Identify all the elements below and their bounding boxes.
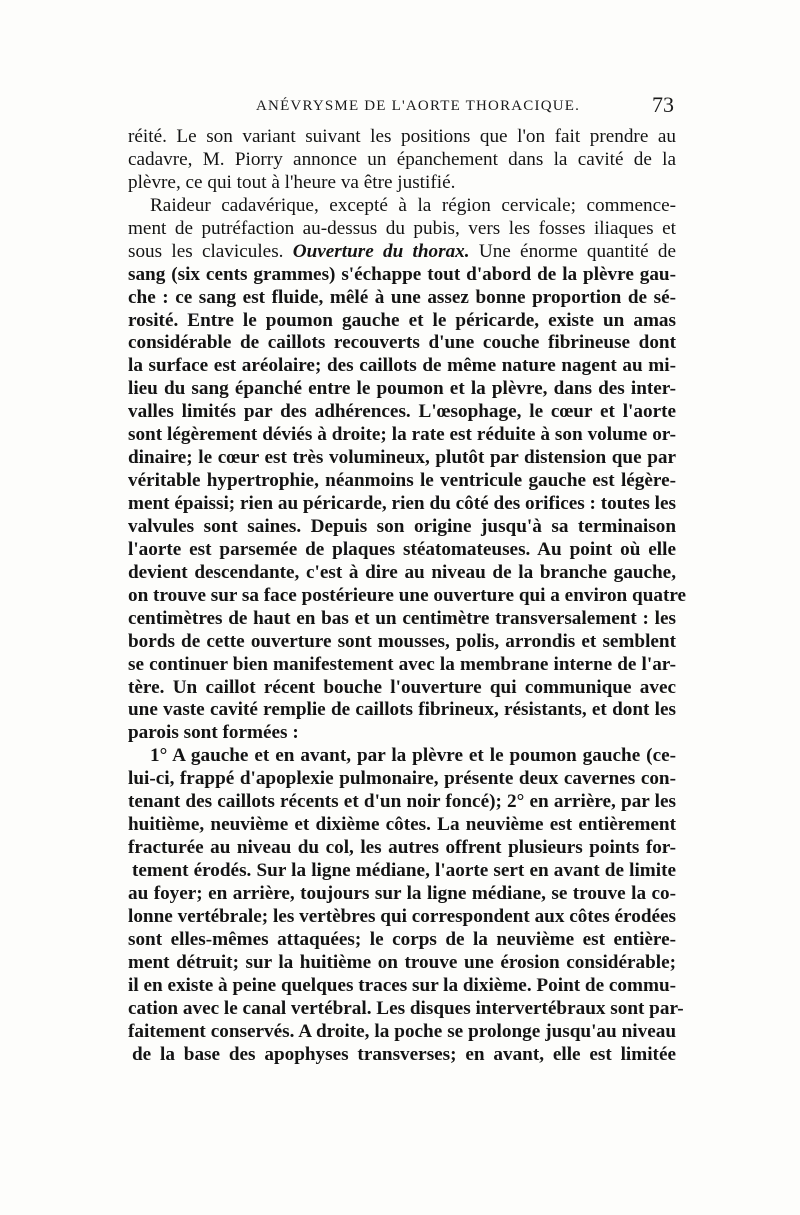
- text-line: fracturée au niveau du col, les autres offrent plusieurs points for-: [128, 837, 676, 859]
- text-line: réité. Le son variant suivant les positions que l'on fait prendre au: [128, 126, 676, 147]
- text-line: au foyer; en arrière, toujours sur la ligne médiane, se trouve la co-: [128, 882, 676, 904]
- text-line: considérable de caillots recouverts d'une couche fibrineuse dont: [128, 332, 676, 354]
- page-number: 73: [652, 92, 674, 117]
- text-fragment: sous les clavicules.: [128, 240, 284, 262]
- text-line: sont elles-mêmes attaquées; le corps de la neuvième est entière-: [128, 928, 676, 950]
- text-line: bords de cette ouverture sont mousses, polis, arrondis et semblent: [128, 630, 676, 652]
- text-line: cadavre, M. Piorry annonce un épanchement dans la cavité de la: [128, 148, 676, 170]
- text-line: une vaste cavité remplie de caillots fibrineux, résistants, et dont les: [128, 699, 676, 721]
- text-line: véritable hypertrophie, néanmoins le ventricule gauche est légère-: [128, 470, 676, 492]
- text-line: la surface est aréolaire; des caillots de même nature nagent au mi-: [128, 355, 676, 377]
- text-line: faitement conservés. A droite, la poche se prolonge jusqu'au niveau: [128, 1020, 676, 1042]
- text-line: huitième, neuvième et dixième côtes. La neuvième est entièrement: [128, 814, 676, 836]
- text-line: Raideur cadavérique, excepté à la région cervicale; commence-: [150, 194, 676, 216]
- text-line: tement érodés. Sur la ligne médiane, l'aorte sert en avant de limite: [132, 860, 676, 881]
- text-line: ment épaissi; rien au péricarde, rien du côté des orifices : toutes les: [128, 493, 676, 514]
- running-title: ANÉVRYSME DE L'AORTE THORACIQUE.: [256, 98, 581, 114]
- text-line: lonne vertébrale; les vertèbres qui correspondent aux côtes érodées: [128, 905, 676, 927]
- text-line: parois sont formées :: [128, 722, 299, 744]
- text-line: se continuer bien manifestement avec la membrane interne de l'ar-: [128, 653, 676, 675]
- text-fragment: Une énorme quantité de: [469, 240, 677, 262]
- text-line: de la base des apophyses transverses; en avant, elle est limitée: [132, 1043, 676, 1065]
- italic-heading: Ouverture du thorax.: [292, 240, 470, 262]
- text-line: sont légèrement déviés à droite; la rate est réduite à son volume or-: [128, 424, 676, 446]
- text-line: valvules sont saines. Depuis son origine jusqu'à sa terminaison: [128, 515, 676, 537]
- text-line: on trouve sur sa face postérieure une ouverture qui a environ quatre: [128, 584, 687, 606]
- text-line: il en existe à peine quelques traces sur la dixième. Point de commu-: [128, 974, 677, 996]
- text-line: lieu du sang épanché entre le poumon et la plèvre, dans des inter-: [128, 378, 676, 400]
- text-line: dinaire; le cœur est très volumineux, plutôt par distension que par: [128, 447, 676, 469]
- text-line: tère. Un caillot récent bouche l'ouverture qui communique avec: [128, 676, 676, 698]
- text-line: plèvre, ce qui tout à l'heure va être justifié.: [128, 171, 456, 193]
- text-line: lui-ci, frappé d'apoplexie pulmonaire, présente deux cavernes con-: [128, 768, 676, 790]
- text-line: tenant des caillots récents et d'un noir foncé); 2° en arrière, par les: [128, 791, 676, 813]
- text-line: centimètres de haut en bas et un centimètre transversalement : les: [128, 607, 676, 629]
- text-line: ment détruit; sur la huitième on trouve une érosion considérable;: [128, 951, 676, 973]
- page-header: [128, 92, 676, 126]
- text-line: che : ce sang est fluide, mêlé à une assez bonne proportion de sé-: [128, 286, 676, 308]
- text-line: ment de putréfaction au-dessus du pubis, vers les fosses iliaques et: [128, 217, 676, 239]
- text-line: l'aorte est parsemée de plaques stéatomateuses. Au point où elle: [128, 538, 676, 560]
- text-line: 1° A gauche et en avant, par la plèvre et le poumon gauche (ce-: [150, 745, 676, 767]
- text-line: cation avec le canal vertébral. Les disques intervertébraux sont par-: [128, 997, 684, 1019]
- text-line: valles limités par des adhérences. L'œsophage, le cœur et l'aorte: [128, 401, 676, 423]
- text-line-mixed: [128, 241, 676, 264]
- body-text: [128, 126, 687, 1066]
- text-line: rosité. Entre le poumon gauche et le péricarde, existe un amas: [128, 309, 676, 331]
- text-line: sang (six cents grammes) s'échappe tout d'abord de la plèvre gau-: [128, 263, 676, 285]
- text-line: devient descendante, c'est à dire au niveau de la branche gauche,: [128, 561, 676, 583]
